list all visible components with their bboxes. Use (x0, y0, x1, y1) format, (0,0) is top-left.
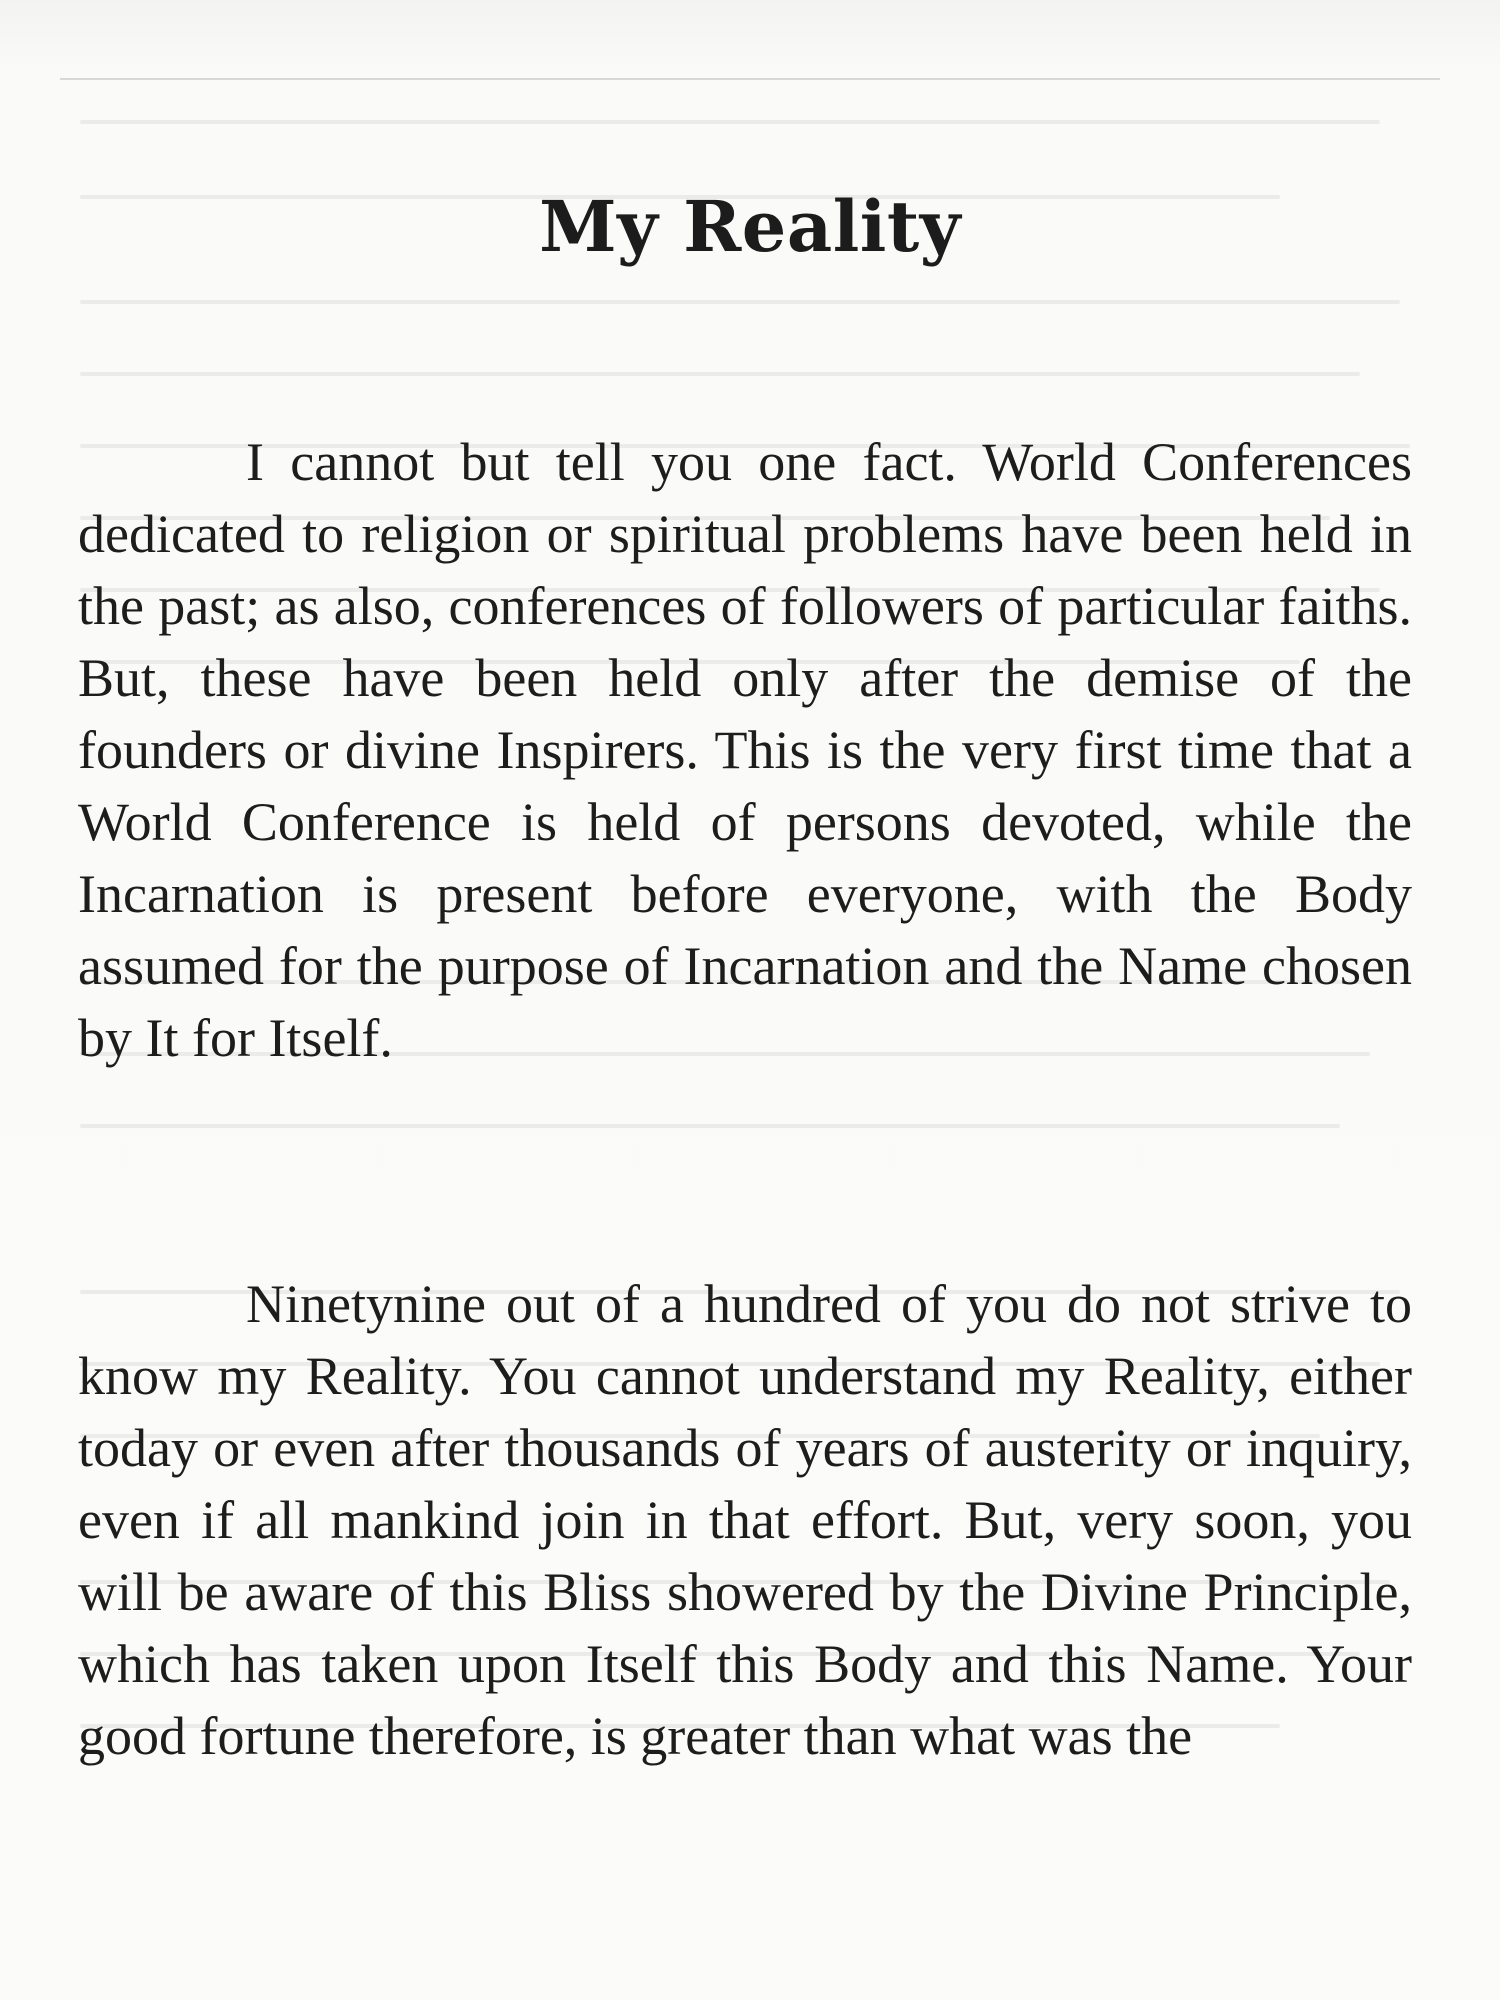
page-title: My Reality (539, 185, 961, 268)
paragraph-2: Ninetynine out of a hundred of you do not strive to know my Reality. You cannot understand my Reality, either today or even after thousands of years of austerity or inquiry, even if all mankind join in that effort. But, very soon, you will be aware of this Bliss showered by the Divine Principle, which has taken upon Itself this Body and this Name. Your good fortune therefore, is greater than what was the (78, 1274, 1412, 1766)
top-page-edge (60, 78, 1440, 80)
paragraph-1: I cannot but tell you one fact. World Conferences dedicated to religion or spiritual problems have been held in the past; as also, conferences of followers of particular faiths. But, these have been held only after the demise of the founders or divine Inspirers. This is the very first time that a World Conference is held of persons devoted, while the Incarnation is present before everyone, with the Body assumed for the purpose of Incarnation and the Name chosen by It for Itself. (78, 432, 1412, 1068)
